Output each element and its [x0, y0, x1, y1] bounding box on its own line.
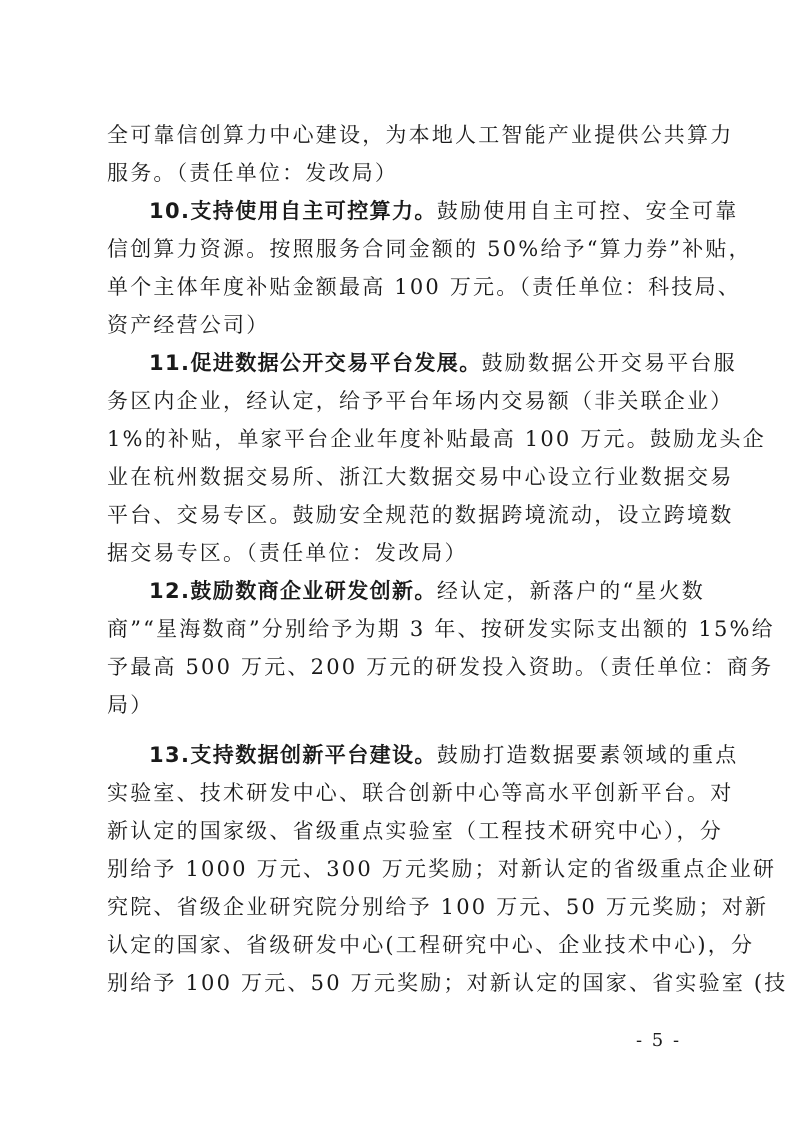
paragraph-gap — [107, 724, 687, 736]
item-12-first-line — [107, 572, 705, 610]
text-line: 平台、交易专区。鼓励安全规范的数据跨境流动，设立跨境数 — [107, 503, 734, 527]
text-line: 全可靠信创算力中心建设，为本地人工智能产业提供公共算力 — [107, 123, 734, 147]
text-line: 资产经营公司） — [107, 313, 270, 337]
text-line: 单个主体年度补贴金额最高 100 万元。（责任单位：科技局、 — [107, 275, 741, 299]
text-line: 1%的补贴，单家平台企业年度补贴最高 100 万元。鼓励龙头企 — [107, 427, 766, 451]
item-13-first-rest: 鼓励打造数据要素领域的重点 — [436, 743, 739, 767]
item-13-first-line — [107, 736, 739, 774]
document-body — [107, 116, 788, 1002]
item-13-heading: 13.支持数据创新平台建设。 — [149, 743, 437, 767]
text-line: 局） — [107, 693, 154, 717]
item-12-first-rest: 经认定，新落户的“星火数 — [436, 579, 705, 603]
text-line: 信创算力资源。按照服务合同金额的 50%给予“算力券”补贴， — [107, 237, 752, 261]
text-line: 服务。（责任单位：发改局） — [107, 161, 399, 185]
page-number: - 5 - — [636, 1030, 682, 1051]
text-line: 业在杭州数据交易所、浙江大数据交易中心设立行业数据交易 — [107, 465, 734, 489]
text-line: 商”“星海数商”分别给予为期 3 年、按研发实际支出额的 15%给 — [107, 617, 775, 641]
item-10-first-rest: 鼓励使用自主可控、安全可靠 — [436, 199, 739, 223]
item-11-heading: 11.促进数据公开交易平台发展。 — [149, 351, 482, 375]
text-line: 实验室、技术研发中心、联合创新中心等高水平创新平台。对 — [107, 781, 734, 805]
item-10-heading: 10.支持使用自主可控算力。 — [149, 199, 437, 223]
text-line: 究院、省级企业研究院分别给予 100 万元、50 万元奖励；对新 — [107, 895, 769, 919]
text-line: 认定的国家、省级研发中心(工程研究中心、企业技术中心)，分 — [107, 933, 755, 957]
text-line: 别给予 1000 万元、300 万元奖励；对新认定的省级重点企业研 — [107, 857, 777, 881]
item-10-first-line — [107, 192, 739, 230]
text-line: 别给予 100 万元、50 万元奖励；对新认定的国家、省实验室 (技 — [107, 971, 788, 995]
text-line: 据交易专区。（责任单位：发改局） — [107, 541, 468, 565]
item-11-first-rest: 鼓励数据公开交易平台服 — [481, 351, 737, 375]
item-12-heading: 12.鼓励数商企业研发创新。 — [149, 579, 437, 603]
text-line: 新认定的国家级、省级重点实验室（工程技术研究中心），分 — [107, 819, 723, 843]
text-line: 予最高 500 万元、200 万元的研发投入资助。（责任单位：商务 — [107, 655, 774, 679]
text-line: 务区内企业，经认定，给予平台年场内交易额（非关联企业） — [107, 389, 734, 413]
item-11-first-line — [107, 344, 737, 382]
